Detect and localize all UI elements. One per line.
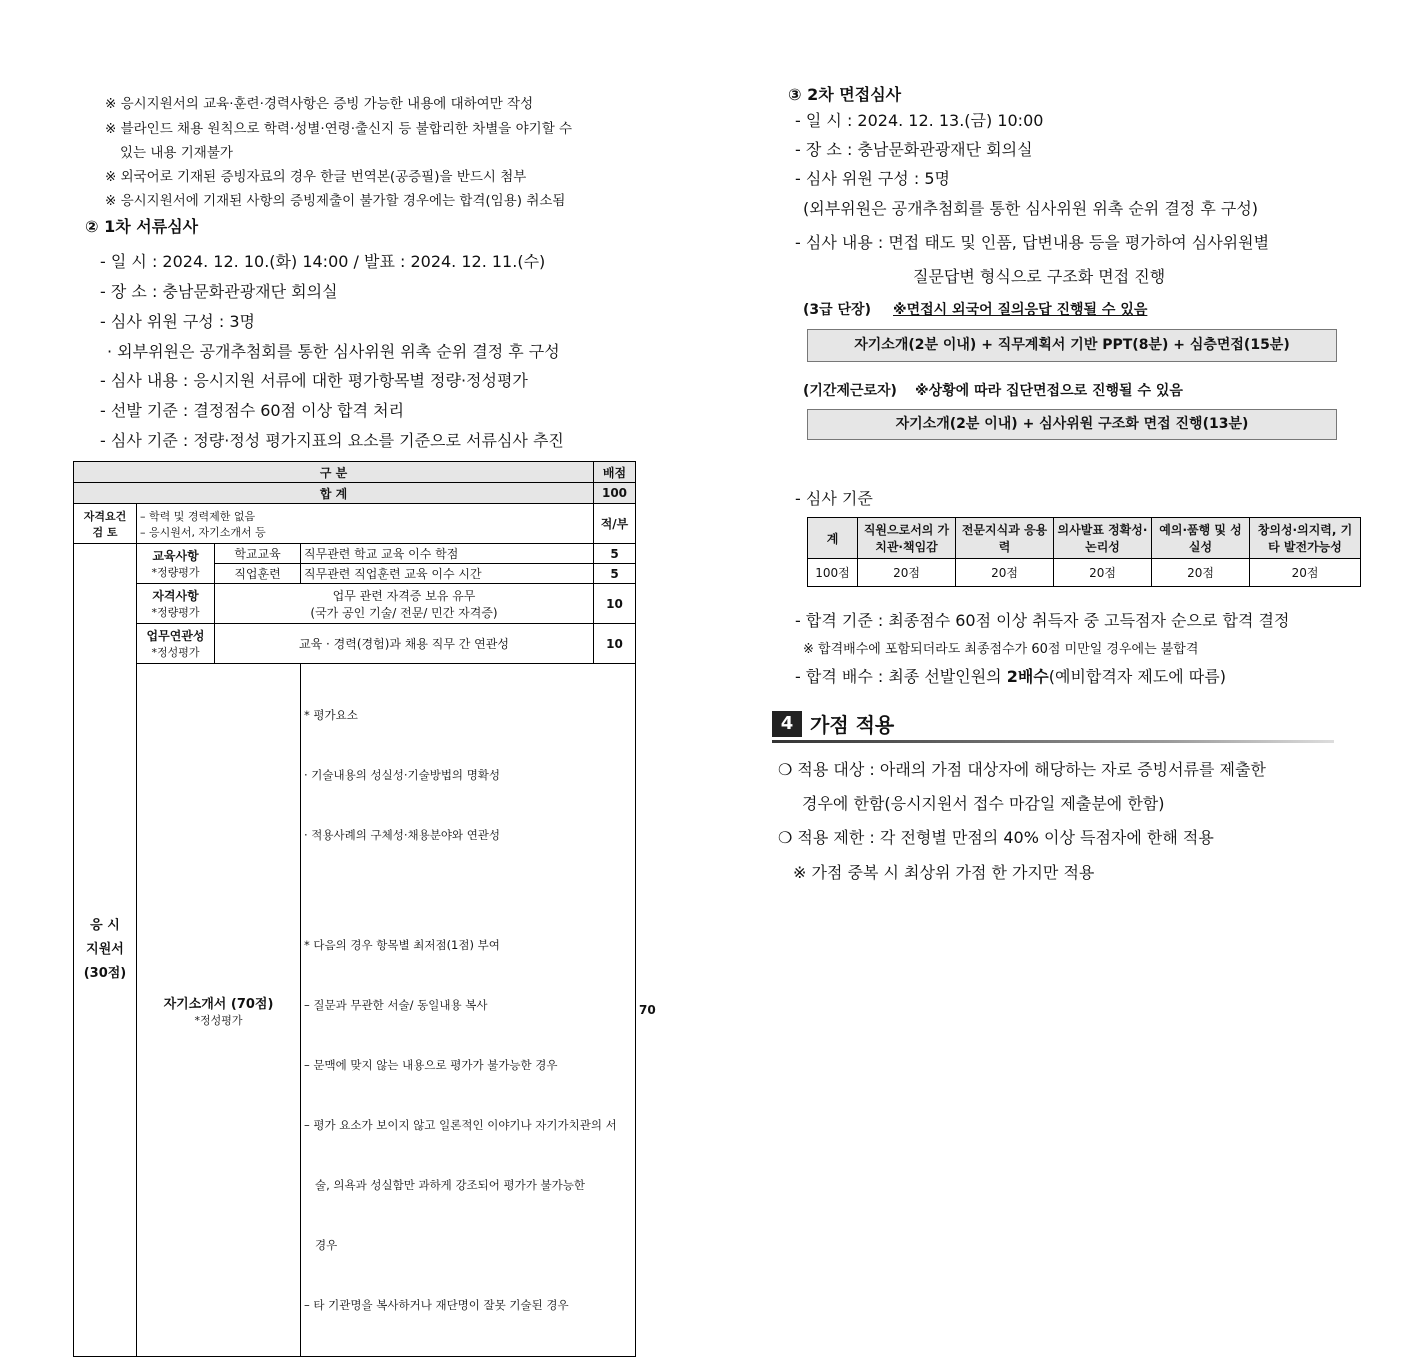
qual-label: 자격요건 검 토 [74, 504, 137, 544]
rel-desc: 교육 · 경력(경험)과 채용 직무 간 연관성 [215, 624, 594, 664]
bonus-target-cont: 경우에 한함(응시지원서 접수 마감일 제출분에 한함) [802, 794, 1165, 813]
edu-label: 교육사항 *정량평가 [137, 544, 215, 584]
total-label: 합 계 [74, 483, 594, 504]
section-title-1: ② 1차 서류심사 [85, 217, 199, 236]
qual-score: 적/부 [594, 504, 636, 544]
pass-multiple: - 합격 배수 : 최종 선발인원의 2배수(예비합격자 제도에 따름) [795, 667, 1226, 686]
score-header-5: 창의성·의지력, 기타 발전가능성 [1250, 518, 1361, 559]
pass-criteria: - 합격 기준 : 최종점수 60점 이상 취득자 중 고득점자 순으로 합격 결정 [795, 611, 1290, 630]
grade3-box: 자기소개(2분 이내) + 직무계획서 기반 PPT(8분) + 심층면접(15분) [807, 329, 1337, 362]
header-score: 배점 [594, 462, 636, 483]
interview-content-cont: 질문답변 형식으로 구조화 면접 진행 [913, 267, 1166, 286]
committee-note: · 외부위원은 공개추첨회를 통한 심사위원 위촉 순위 결정 후 구성 [107, 342, 560, 361]
school-desc: 직무관련 학교 교육 이수 학점 [301, 544, 594, 564]
rel-label: 업무연관성 *정성평가 [137, 624, 215, 664]
fixed-box: 자기소개(2분 이내) + 심사위원 구조화 면접 진행(13분) [807, 409, 1337, 440]
rel-score: 10 [594, 624, 636, 664]
qual-items: – 학력 및 경력제한 없음 – 응시원서, 자기소개서 등 [137, 504, 594, 544]
school-score: 5 [594, 544, 636, 564]
score-header-total: 계 [808, 518, 858, 559]
selection-line: - 선발 기준 : 결정점수 60점 이상 합격 처리 [100, 401, 405, 420]
criteria-line: - 심사 기준 : 정량·정성 평가지표의 요소를 기준으로 서류심사 추진 [100, 431, 564, 450]
section-4-number: 4 [772, 711, 802, 737]
note-2: ※ 블라인드 채용 원칙으로 학력·성별·연령·출신지 등 불합리한 차별을 야기할 수 [105, 121, 573, 137]
score-value-total: 100점 [808, 559, 858, 587]
score-value-3: 20점 [1054, 559, 1152, 587]
bonus-target: ❍ 적용 대상 : 아래의 가점 대상자에 해당하는 자로 증빙서류를 제출한 [778, 760, 1266, 779]
schedule-line: - 일 시 : 2024. 12. 10.(화) 14:00 / 발표 : 2024. 12. 11.(수) [100, 252, 546, 271]
screening-table: 구 분 배점 합 계 100 자격요건 검 토 – 학력 및 경력제한 없음 – 응시원서, 자기소개서 등 적/부 응 시 지원서 (30점) 교육사항 *정량평가 학교교육 직무관련 학교 교육 이수 학점 5 직업훈련 직무관련 직업훈련 교육 이수 시간 5 자격사항 *정량평가 업무 관련 자격증 보유 유무 (국가 공인 기술/ 전문/ 민간 자격증) 10 업무연관성 *정성평가 교육 · 경력(경험)과 채용 직무 간 연관성 10 자기소개서 (70점) *정성평가 * 평가요소 · 기술내용의 성실성·기술방법의 명확성 · 적용사례의 구체성·채용분야와 연관성 * 다음의 경우 항목별 최저점(1점) 부여 – 질문과 무관한 서술/ 동일내용 복사 – 문맥에 맞지 않는 내용으로 평가가 불가능한 경우 – 평가 요소가 보이지 않고 일론적인 이야기나 자기가치관의 서 술, 의욕과 성실함만 과하게 강조되어 평가가 불가능한 경우 – 타 기관명을 복사하거나 재단명이 잘못 기술된 경우 70 [73, 461, 636, 1357]
cert-label: 자격사항 *정량평가 [137, 584, 215, 624]
voc-label: 직업훈련 [215, 564, 301, 584]
score-header-4: 예의·품행 및 성실성 [1152, 518, 1250, 559]
score-value-1: 20점 [858, 559, 956, 587]
bonus-note: ※ 가점 중복 시 최상위 가점 한 가지만 적용 [793, 863, 1095, 882]
interview-committee-note: (외부위원은 공개추첨회를 통한 심사위원 위촉 순위 결정 후 구성) [803, 199, 1259, 218]
section-4-title: 가점 적용 [810, 713, 895, 737]
interview-schedule: - 일 시 : 2024. 12. 13.(금) 10:00 [795, 111, 1044, 130]
intro-desc: * 평가요소 · 기술내용의 성실성·기술방법의 명확성 · 적용사례의 구체성·채용분야와 연관성 * 다음의 경우 항목별 최저점(1점) 부여 – 질문과 무관한 서술/ 동일내용 복사 – 문맥에 맞지 않는 내용으로 평가가 불가능한 경우 – 평가 요소가 보이지 않고 일론적인 이야기나 자기가치관의 서 술, 의욕과 성실함만 과하게 강조되어 평가가 불가능한 경우 – 타 기관명을 복사하거나 재단명이 잘못 기술된 경우 [301, 664, 636, 1357]
place-line: - 장 소 : 충남문화관광재단 회의실 [100, 282, 338, 301]
score-table [807, 517, 1361, 587]
school-label: 학교교육 [215, 544, 301, 564]
score-header-1: 직원으로서의 가치관·책임감 [858, 518, 956, 559]
section-4-rule [772, 740, 1334, 743]
fixed-label: (기간제근로자) [803, 383, 897, 399]
note-2-cont: 있는 내용 기재불가 [120, 145, 233, 161]
interview-content: - 심사 내용 : 면접 태도 및 인품, 답변내용 등을 평가하여 심사위원별 [795, 233, 1270, 252]
score-value-5: 20점 [1250, 559, 1361, 587]
voc-score: 5 [594, 564, 636, 584]
total-score: 100 [594, 483, 636, 504]
header-category: 구 분 [74, 462, 594, 483]
interview-place: - 장 소 : 충남문화관광재단 회의실 [795, 140, 1033, 159]
grade3-note: ※면접시 외국어 질의응답 진행될 수 있음 [893, 302, 1148, 318]
score-header-2: 전문지식과 응용력 [956, 518, 1054, 559]
score-value-4: 20점 [1152, 559, 1250, 587]
pass-note: ※ 합격배수에 포함되더라도 최종점수가 60점 미만일 경우에는 불합격 [803, 642, 1199, 657]
bonus-limit: ❍ 적용 제한 : 각 전형별 만점의 40% 이상 득점자에 한해 적용 [778, 828, 1214, 847]
note-3: ※ 외국어로 기재된 증빙자료의 경우 한글 번역본(공증필)을 반드시 첨부 [105, 169, 527, 185]
grade3-label: (3급 단장) [803, 302, 871, 318]
score-value-2: 20점 [956, 559, 1054, 587]
content-line: - 심사 내용 : 응시지원 서류에 대한 평가항목별 정량·정성평가 [100, 371, 528, 390]
section-title-2: ③ 2차 면접심사 [788, 85, 902, 104]
cert-desc: 업무 관련 자격증 보유 유무 (국가 공인 기술/ 전문/ 민간 자격증) [215, 584, 594, 624]
intro-label: 자기소개서 (70점) *정성평가 [137, 664, 301, 1357]
voc-desc: 직무관련 직업훈련 교육 이수 시간 [301, 564, 594, 584]
cert-score: 10 [594, 584, 636, 624]
interview-committee: - 심사 위원 구성 : 5명 [795, 169, 950, 188]
score-header-3: 의사발표 정확성·논리성 [1054, 518, 1152, 559]
score-criteria-label: - 심사 기준 [795, 489, 873, 508]
note-1: ※ 응시지원서의 교육·훈련·경력사항은 증빙 가능한 내용에 대하여만 작성 [105, 96, 534, 112]
fixed-note: ※상황에 따라 집단면접으로 진행될 수 있음 [915, 383, 1183, 399]
app-label: 응 시 지원서 (30점) [74, 544, 137, 1357]
note-4: ※ 응시지원서에 기재된 사항의 증빙제출이 불가할 경우에는 합격(임용) 취소됨 [105, 193, 566, 209]
committee-line: - 심사 위원 구성 : 3명 [100, 312, 255, 331]
